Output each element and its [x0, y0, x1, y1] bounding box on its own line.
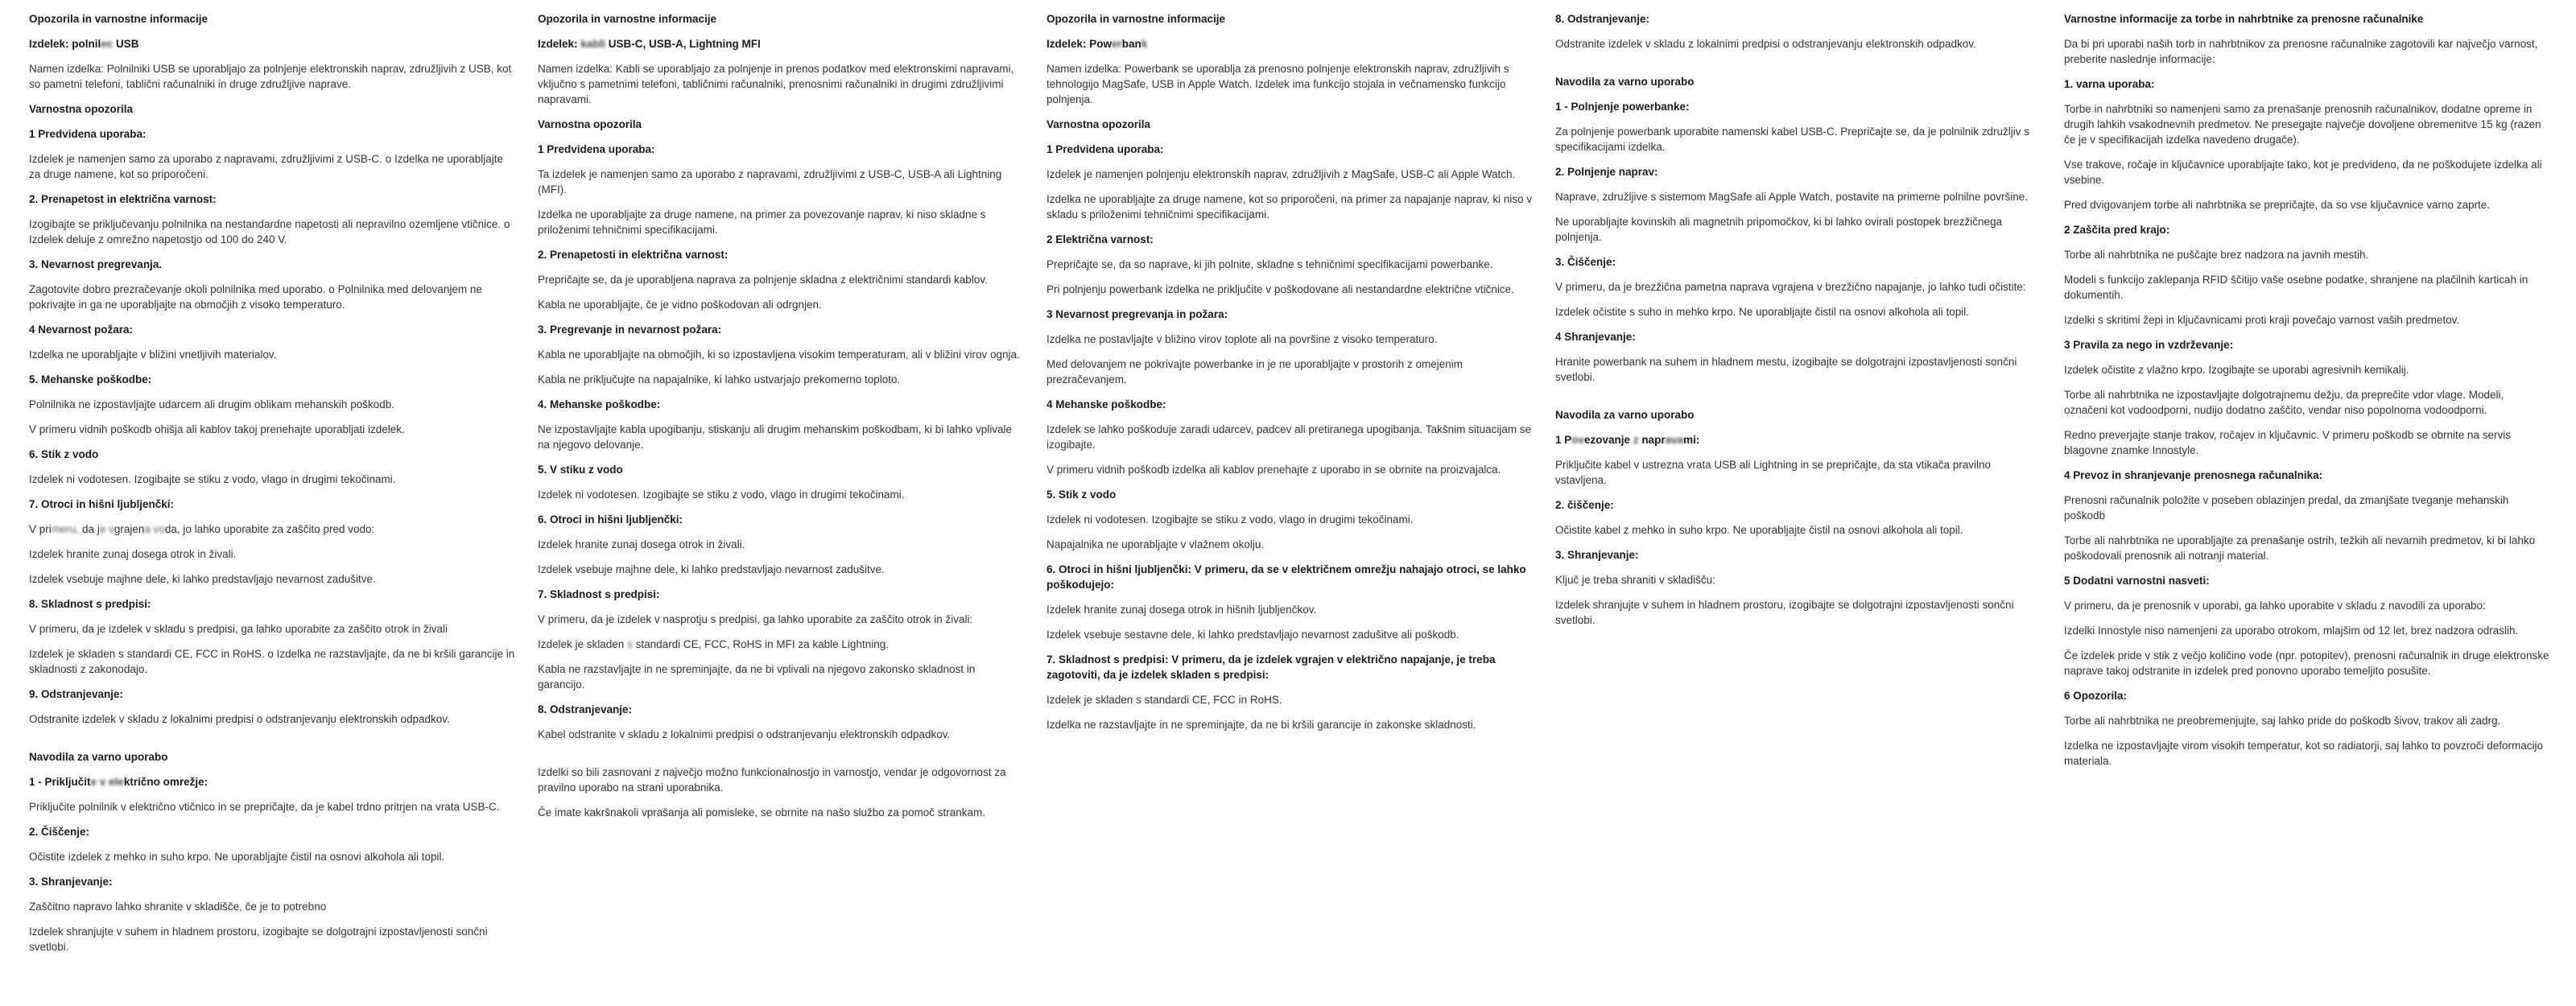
paragraph: Priključite polnilnik v električno vtičnico in se prepričajte, da je kabel trdno pritrjen na vrata USB-C.	[29, 801, 500, 813]
section-heading: 7. Skladnost s predpisi: V primeru, da je izdelek vgrajen v električno napajanje, je treba zagotoviti, da je izdelek skladen s predpisi:	[1046, 653, 1496, 681]
paragraph: Izdelek očistite z vlažno krpo. Izogibajte se uporabi agresivnih kemikalij.	[2064, 364, 2409, 376]
paragraph: Priključite kabel v ustrezna vrata USB ali Lightning in se prepričajte, da sta vtikača pravilno vstavljena.	[1555, 459, 1992, 486]
paragraph: Kabla ne razstavljajte in ne spreminjajte, da ne bi vplivali na njegovo zakonsko skladnost in garancijo.	[538, 663, 976, 691]
text-fragment: USB	[113, 38, 139, 50]
text-fragment: Izdelek je skladen	[538, 638, 625, 650]
section-heading: 1 Predvidena uporaba:	[1046, 143, 1164, 155]
paragraph: Izdelek hranite zunaj dosega otrok in živali.	[538, 538, 745, 550]
paragraph: Namen izdelka: Kabli se uporabljajo za polnjenje in prenos podatkov med elektronskimi napravami, vključno s pametnimi telefoni, tabličnimi računalniki, prenosnimi računalniki in drugimi združljivimi napravami.	[538, 63, 1014, 105]
paragraph	[29, 522, 515, 537]
paragraph: Izdelek ni vodotesen. Izogibajte se stiku z vodo, vlago in drugimi tekočinami.	[29, 473, 396, 485]
smudged-text: ava	[1665, 434, 1684, 446]
paragraph: Modeli s funkcijo zaklepanja RFID ščitijo vaše osebne podatke, shranjene na plačilnih karticah in dokumentih.	[2064, 274, 2529, 301]
paragraph: Izdelek ni vodotesen. Izogibajte se stiku z vodo, vlago in drugimi tekočinami.	[1046, 513, 1414, 526]
paragraph: Polnilnika ne izpostavljajte udarcem ali drugim oblikam mehanskih poškodb.	[29, 398, 394, 410]
section-heading: 2 Zaščita pred krajo:	[2064, 224, 2170, 236]
paragraph: V primeru, da je brezžična pametna naprava vgrajena v brezžično napajanje, jo lahko tudi očistite:	[1555, 281, 2026, 293]
section-heading: 6. Otroci in hišni ljubljenčki: V primeru, da se v električnem omrežju nahajajo otroci, se lahko poškodujejo:	[1046, 563, 1526, 591]
text-fragment: 1 - Priključit	[29, 776, 91, 788]
smudged-text: ov	[1571, 434, 1585, 446]
column-laptop-bags-safety	[2064, 11, 2550, 964]
section-heading: 1 Predvidena uporaba:	[29, 128, 147, 140]
paragraph: Izdelka ne uporabljajte za druge namene, na primer za povezovanje naprav, ki niso skladne s priloženimi tehničnimi specifikacijami.	[538, 208, 986, 236]
section-heading: 8. Skladnost s predpisi:	[29, 598, 151, 610]
paragraph: V primeru, da je prenosnik v uporabi, ga lahko uporabite v skladu z navodili za uporabo:	[2064, 600, 2486, 612]
section-heading: 2. Čiščenje:	[29, 826, 90, 838]
paragraph: Očistite izdelek z mehko in suho krpo. Ne uporabljajte čistil na osnovi alkohola ali topil.	[29, 851, 445, 863]
paragraph: Če izdelek pride v stik z večjo količino vode (npr. potopitev), prenosni računalnik in druge elektronske naprave takoj odstranite in izdelek pred ponovno uporabo temeljito posušite.	[2064, 649, 2549, 677]
paragraph: Naprave, združljive s sistemom MagSafe ali Apple Watch, postavite na primerne polnilne površine.	[1555, 191, 2029, 203]
paragraph: V primeru vidnih poškodb ohišja ali kablov takoj prenehajte uporabljati izdelek.	[29, 423, 405, 435]
paragraph: Izdelki s skritimi žepi in ključavnicami proti kraji povečajo varnost vaših predmetov.	[2064, 314, 2460, 326]
column-cables-warnings	[538, 11, 1024, 964]
section-heading: 2. Prenapetosti in električna varnost:	[538, 249, 729, 261]
paragraph: Izdelek je namenjen samo za uporabo z napravami, združljivimi z USB-C. o Izdelka ne uporabljajte za druge namene, kot so priporočeni.	[29, 153, 504, 180]
section-heading: 6. Stik z vodo	[29, 448, 99, 460]
paragraph: Za polnjenje powerbank uporabite namenski kabel USB-C. Prepričajte se, da je polnilnik združljiv s specifikacijami izdelka.	[1555, 126, 2030, 153]
paragraph: Hranite powerbank na suhem in hladnem mestu, izogibajte se dolgotrajni izpostavljenosti sončni svetlobi.	[1555, 356, 2017, 383]
paragraph: Izdelek shranjujte v suhem in hladnem prostoru, izogibajte se dolgotrajni izpostavljenosti sončni svetlobi.	[1555, 599, 2014, 626]
section-heading: 6. Otroci in hišni ljubljenčki:	[538, 513, 683, 526]
paragraph	[538, 637, 1024, 652]
paragraph: Izdelek ni vodotesen. Izogibajte se stiku z vodo, vlago in drugimi tekočinami.	[538, 489, 905, 501]
section-heading	[1046, 36, 1533, 52]
paragraph: Prepričajte se, da so naprave, ki jih polnite, skladne s tehničnimi specifikacijami powerbanke.	[1046, 258, 1493, 270]
section-heading	[1555, 432, 2041, 447]
paragraph: Izdelka ne uporabljajte za druge namene, kot so priporočeni, na primer za napajanje naprav, ki niso v skladu s priloženimi tehničnimi specifikacijami.	[1046, 193, 1533, 221]
paragraph: Odstranite izdelek v skladu z lokalnimi predpisi o odstranjevanju elektronskih odpadkov.	[1555, 38, 1976, 50]
section-heading: 8. Odstranjevanje:	[1555, 13, 1650, 25]
paragraph: Izdelek očistite s suho in mehko krpo. Ne uporabljajte čistil na osnovi alkohola ali topil.	[1555, 306, 1970, 318]
paragraph: Izdelek vsebuje sestavne dele, ki lahko predstavljajo nevarnost zadušitve ali poškodb.	[1046, 629, 1459, 641]
section-heading: 9. Odstranjevanje:	[29, 688, 124, 700]
paragraph: Vse trakove, ročaje in ključavnice uporabljajte tako, kot je predvideno, da ne poškodujete izdelka ali vsebine.	[2064, 159, 2542, 186]
section-heading: 4. Mehanske poškodbe:	[538, 398, 661, 410]
section-heading: 4 Shranjevanje:	[1555, 331, 1636, 343]
text-fragment: ezovanje	[1584, 434, 1633, 446]
paragraph: Izdelek shranjujte v suhem in hladnem prostoru, izogibajte se dolgotrajni izpostavljenosti sončni svetlobi.	[29, 926, 488, 953]
paragraph: Izdelka ne postavljajte v bližino virov toplote ali na površine z visoko temperaturo.	[1046, 333, 1438, 345]
text-fragment: ktrično omrežje:	[123, 776, 208, 788]
section-heading: 1 Predvidena uporaba:	[538, 143, 655, 155]
section-heading: 2. Prenapetost in električna varnost:	[29, 193, 217, 205]
section-heading: 3. Shranjevanje:	[1555, 549, 1639, 561]
smudged-text: meru,	[51, 523, 80, 535]
smudged-text: er	[1112, 38, 1122, 50]
paragraph: Izdelek vsebuje majhne dele, ki lahko predstavljajo nevarnost zadušitve.	[538, 563, 885, 575]
paragraph: Izdelki Innostyle niso namenjeni za uporabo otrokom, mlajšim od 12 let, brez nadzora odraslih.	[2064, 625, 2519, 637]
paragraph: Ne izpostavljajte kabla upogibanju, stiskanju ali drugim mehanskim poškodbam, ki bi lahko vplivale na njegovo delovanje.	[538, 423, 1013, 451]
paragraph: Izdelka ne razstavljajte in ne spreminjajte, da ne bi kršili garancije in zakonske skladnosti.	[1046, 719, 1476, 731]
paragraph: Zagotovite dobro prezračevanje okoli polnilnika med uporabo. o Polnilnika med delovanjem ne pokrivajte in ga ne uporabljajte na območjih z visoko temperaturo.	[29, 283, 482, 311]
section-heading	[538, 36, 1024, 52]
paragraph: Prepričajte se, da je uporabljena naprava za polnjenje skladna z električnimi standardi kablov.	[538, 274, 988, 286]
section-spacer	[538, 752, 1024, 765]
section-heading	[29, 774, 515, 790]
smudged-text: a vo	[144, 523, 165, 535]
section-heading: 3. Nevarnost pregrevanja.	[29, 258, 163, 270]
section-heading: 4 Nevarnost požara:	[29, 324, 134, 336]
paragraph: Izdelek je skladen s standardi CE, FCC in RoHS.	[1046, 694, 1282, 706]
paragraph: Ne uporabljajte kovinskih ali magnetnih pripomočkov, ki bi lahko ovirali postopek brezžičnega polnjenja.	[1555, 216, 2003, 243]
smudged-text: s	[624, 638, 636, 650]
paragraph: Torbe ali nahrbtnika ne izpostavljajte dolgotrajnemu dežju, da preprečite vdor vlage. Modeli, označeni kot vodoodporni, nudijo dodatno zaščito, vendar niso popolnoma vodoodporni.	[2064, 389, 2504, 416]
paragraph: Kabel odstranite v skladu z lokalnimi predpisi o odstranjevanju elektronskih odpadkov.	[538, 728, 951, 740]
paragraph: Namen izdelka: Polnilniki USB se uporabljajo za polnjenje elektronskih naprav, združljivih z USB, kot so pametni telefoni, tablični računalniki in druge združljive naprave.	[29, 63, 512, 90]
section-heading: 7. Otroci in hišni ljubljenčki:	[29, 498, 175, 510]
section-spacer	[1555, 61, 2041, 74]
paragraph: Izdelek se lahko poškoduje zaradi udarcev, padcev ali pretiranega upogibanja. Takšnim situacijam se izogibajte.	[1046, 423, 1532, 451]
section-heading: 2 Električna varnost:	[1046, 233, 1154, 245]
section-heading: 5 Dodatni varnostni nasveti:	[2064, 575, 2210, 587]
smudged-text: e v	[99, 523, 114, 535]
text-fragment: USB-C, USB-A, Lightning MFI	[605, 38, 761, 50]
paragraph: Izdelki so bili zasnovani z največjo možno funkcionalnostjo in varnostjo, vendar je odgovornost za pravilno uporabo na strani uporabnika.	[538, 766, 1006, 794]
section-heading: 5. V stiku z vodo	[538, 464, 623, 476]
text-fragment: Izdelek: Pow	[1046, 38, 1113, 50]
section-heading: 3 Pravila za nego in vzdrževanje:	[2064, 339, 2234, 351]
text-fragment: Izdelek:	[538, 38, 581, 50]
paragraph: Izdelek je skladen s standardi CE, FCC in RoHS. o Izdelka ne razstavljajte, da ne bi kršili garancije in skladnosti z zakonodajo.	[29, 648, 515, 675]
paragraph: Pri polnjenju powerbank izdelka ne priključite v poškodovane ali nestandardne električne vtičnice.	[1046, 283, 1514, 295]
smudged-text: kabli	[580, 38, 606, 50]
paragraph: Kabla ne uporabljajte na območjih, ki so izpostavljena visokim temperaturam, ali v bližini virov ognja.	[538, 348, 1020, 361]
paragraph: Torbe in nahrbtniki so namenjeni samo za prenašanje prenosnih računalnikov, dodatne opreme in drugih lahkih vsakodnevnih predmetov. Ne presegajte največje dovoljene obremenitve 15 kg (razen če je v specifikacijah izdelka navedeno drugače).	[2064, 103, 2541, 146]
paragraph: Izdelka ne uporabljajte v bližini vnetljivih materialov.	[29, 348, 277, 361]
paragraph: Izdelek hranite zunaj dosega otrok in hišnih ljubljenčkov.	[1046, 604, 1317, 616]
text-fragment: da, jo lahko uporabite za zaščito pred vodo:	[164, 523, 375, 535]
text-fragment: 1 P	[1555, 434, 1572, 446]
column-usb-charger-warnings	[29, 11, 515, 964]
paragraph: Namen izdelka: Powerbank se uporablja za prenosno polnjenje elektronskih naprav, združljivih s tehnologijo MagSafe, USB in Apple Watch. Izdelek ima funkcijo stojala in večnamensko funkcijo polnjenja.	[1046, 63, 1509, 105]
paragraph: Izdelek je namenjen polnjenju elektronskih naprav, združljivih z MagSafe, USB-C ali Apple Watch.	[1046, 168, 1516, 180]
section-heading: Varnostna opozorila	[29, 103, 134, 115]
paragraph: Kabla ne priključujte na napajalnike, ki lahko ustvarjajo prekomerno toploto.	[538, 373, 901, 385]
section-heading: 2. Polnjenje naprav:	[1555, 166, 1658, 178]
paragraph: Če imate kakršnakoli vprašanja ali pomisleke, se obrnite na našo službo za pomoč strankam.	[538, 806, 986, 818]
section-heading: 6 Opozorila:	[2064, 690, 2128, 702]
section-heading: 8. Odstranjevanje:	[538, 703, 633, 715]
paragraph: Da bi pri uporabi naših torb in nahrbtnikov za prenosne računalnike zagotovili kar največjo varnost, preberite naslednje informacije:	[2064, 38, 2538, 65]
paragraph: Torbe ali nahrbtnika ne puščajte brez nadzora na javnih mestih.	[2064, 249, 2369, 261]
smudged-text: k	[1141, 38, 1148, 50]
section-heading: Varnostna opozorila	[538, 118, 642, 130]
paragraph: Očistite kabel z mehko in suho krpo. Ne uporabljajte čistil na osnovi alkohola ali topil.	[1555, 524, 1963, 536]
text-fragment: standardi CE, FCC, RoHS in MFI za kable Lightning.	[635, 638, 889, 650]
section-heading: 3 Nevarnost pregrevanja in požara:	[1046, 308, 1228, 320]
paragraph: Med delovanjem ne pokrivajte powerbanke in je ne uporabljajte v prostorih z omejenim prezračevanjem.	[1046, 358, 1463, 385]
column-powerbank-and-cable-usage	[1555, 11, 2041, 964]
paragraph: Izdelka ne izpostavljajte virom visokih temperatur, kot so radiatorji, saj lahko to povzroči deformacijo materiala.	[2064, 740, 2544, 767]
section-heading: 3. Pregrevanje in nevarnost požara:	[538, 324, 722, 336]
paragraph: Zaščitno napravo lahko shranite v skladišče, če je to potrebno	[29, 901, 327, 913]
text-fragment: grajen	[114, 523, 145, 535]
section-heading: Varnostna opozorila	[1046, 118, 1151, 130]
section-heading: 3. Shranjevanje:	[29, 876, 113, 888]
section-spacer	[29, 736, 515, 749]
paragraph: Kabla ne uporabljajte, če je vidno poškodovan ali odrgnjen.	[538, 299, 822, 311]
paragraph: Torbe ali nahrbtnika ne preobremenjujte, saj lahko pride do poškodb šivov, trakov ali zadrg.	[2064, 715, 2501, 727]
smudged-text: e v ele	[90, 776, 124, 788]
paragraph: Torbe ali nahrbtnika ne uporabljajte za prenašanje ostrih, težkih ali nevarnih predmetov, ki bi lahko poškodovali prenosnik ali notranji material.	[2064, 534, 2536, 562]
paragraph: Izdelek hranite zunaj dosega otrok in živali.	[29, 548, 237, 560]
text-fragment: Izdelek: polnil	[29, 38, 101, 50]
paragraph: Pred dvigovanjem torbe ali nahrbtnika se prepričajte, da so vse ključavnice varno zaprte.	[2064, 199, 2491, 211]
section-heading: 3. Čiščenje:	[1555, 256, 1616, 268]
paragraph: Redno preverjajte stanje trakov, ročajev in ključavnic. V primeru poškodb se obrnite na servis blagovne znamke Innostyle.	[2064, 429, 2512, 456]
section-heading: Varnostne informacije za torbe in nahrbtnike za prenosne računalnike	[2064, 13, 2424, 25]
section-heading: Navodila za varno uporabo	[1555, 76, 1695, 88]
text-fragment: da j	[79, 523, 100, 535]
paragraph: Ključ je treba shraniti v skladišču:	[1555, 574, 1715, 586]
text-fragment: V pri	[29, 523, 52, 535]
section-heading: 1 - Polnjenje powerbanke:	[1555, 101, 1690, 113]
section-heading: 1. varna uporaba:	[2064, 78, 2155, 90]
text-fragment: mi:	[1683, 434, 1700, 446]
column-powerbank-warnings	[1046, 11, 1533, 964]
section-heading: 5. Mehanske poškodbe:	[29, 373, 152, 385]
paragraph: Napajalnika ne uporabljajte v vlažnem okolju.	[1046, 538, 1265, 550]
section-heading: 4 Mehanske poškodbe:	[1046, 398, 1166, 410]
section-heading: Opozorila in varnostne informacije	[538, 13, 717, 25]
paragraph: Izogibajte se priključevanju polnilnika na nestandardne napetosti ali nepravilno ozemljene vtičnice. o Izdelek deluje z omrežno napetostjo od 100 do 240 V.	[29, 218, 510, 245]
text-fragment: napr	[1638, 434, 1666, 446]
paragraph: V primeru, da je izdelek v skladu s predpisi, ga lahko uporabite za zaščito otrok in živali	[29, 623, 448, 635]
section-heading: Navodila za varno uporabo	[1555, 409, 1695, 421]
section-spacer	[1555, 394, 2041, 407]
paragraph: Odstranite izdelek v skladu z lokalnimi predpisi o odstranjevanju elektronskih odpadkov.	[29, 713, 450, 725]
section-heading: 7. Skladnost s predpisi:	[538, 588, 660, 600]
section-heading	[29, 36, 515, 52]
smudged-text: z	[1633, 434, 1639, 446]
section-heading: 2. čiščenje:	[1555, 499, 1614, 511]
section-heading: 4 Prevoz in shranjevanje prenosnega računalnika:	[2064, 469, 2323, 481]
paragraph: Izdelek vsebuje majhne dele, ki lahko predstavljajo nevarnost zadušitve.	[29, 573, 376, 585]
section-heading: 5. Stik z vodo	[1046, 489, 1117, 501]
section-heading: Navodila za varno uporabo	[29, 751, 168, 763]
section-heading: Opozorila in varnostne informacije	[29, 13, 208, 25]
paragraph: Ta izdelek je namenjen samo za uporabo z napravami, združljivimi z USB-C, USB-A ali Lightning (MFI).	[538, 168, 1002, 196]
paragraph: V primeru, da je izdelek v nasprotju s predpisi, ga lahko uporabite za zaščito otrok in živali:	[538, 613, 973, 625]
text-fragment: ban	[1121, 38, 1141, 50]
paragraph: Prenosni računalnik položite v poseben oblazinjen predal, da zmanjšate tveganje mehanskih poškodb	[2064, 494, 2509, 522]
paragraph: V primeru vidnih poškodb izdelka ali kablov prenehajte z uporabo in se obrnite na proizvajalca.	[1046, 464, 1501, 476]
smudged-text: ec	[101, 38, 114, 50]
section-heading: Opozorila in varnostne informacije	[1046, 13, 1226, 25]
